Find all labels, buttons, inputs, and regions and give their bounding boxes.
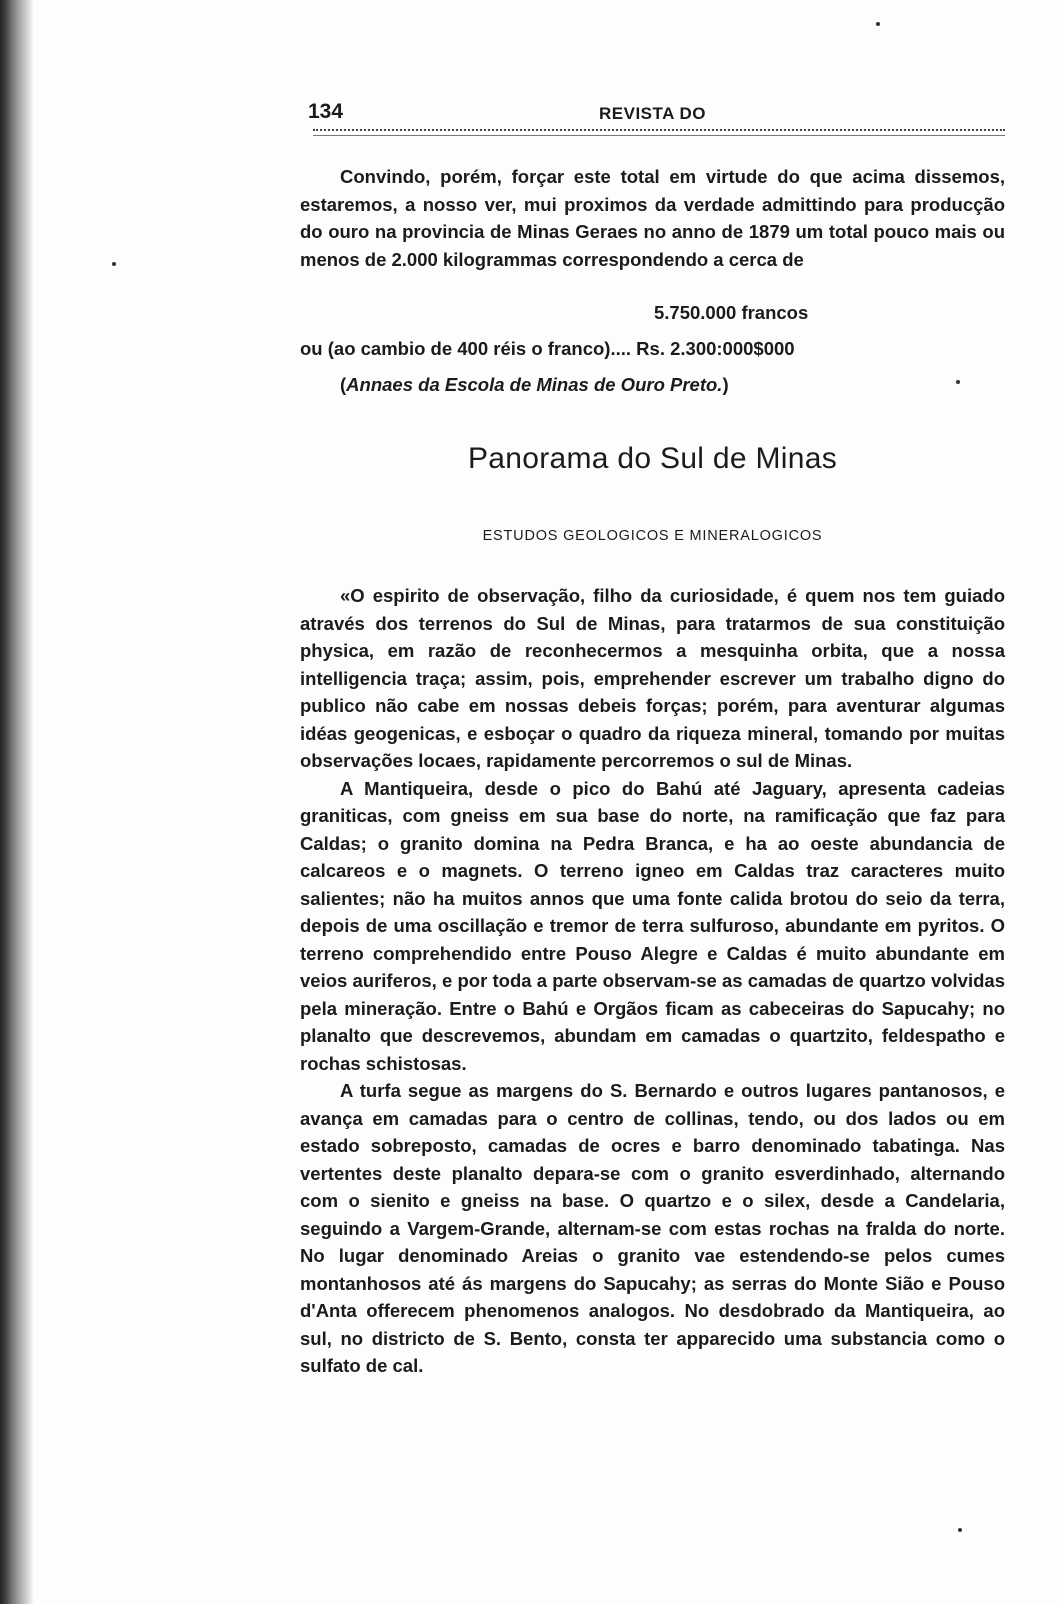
body-paragraph: A Mantiqueira, desde o pico do Bahú até Jaguary, apresenta cadeias graniticas, com gneiss em sua base do norte, na ramificação que faz para Caldas; o granito domina na Pedra Branca, e ha ao oeste abundancia de calcareos e o magnets. O terreno igneo em Caldas traz caracteres muito salientes; não ha muitos annos que uma fonte calida brotou do seio da terra, depois de uma oscillação e tremor de terra sulfuroso, abundante em pyritos. O terreno comprehendido entre Pouso Alegre e Caldas é muito abundante em veios auriferos, e por toda a parte observam-se as camadas de quartzo volvidas pela mineração. Entre o Bahú e Orgãos ficam as cabeceiras do Sapucahy; no planalto que descrevemos, abundam em camadas o quartzito, feldespatho e rochas schistosas. (300, 777, 1005, 1074)
section-title: Panorama do Sul de Minas (467, 442, 838, 475)
header-rule (313, 129, 1005, 136)
citation-open: ( (340, 374, 347, 395)
page-number: 134 (308, 100, 344, 123)
citation-title: Annaes da Escola de Minas de Ouro Preto. (346, 374, 723, 395)
body-paragraph: «O espirito de observação, filho da curiosidade, é quem nos tem guiado através dos terrenos do Sul de Minas, para tratarmos de sua constituição physica, em razão de reconhecermos a mesquinha orbita, que a nossa intelligencia traça; assim, pois, emprehender escrever um trabalho digno do publico não cabe em nossas debeis forças; porém, para aventurar algumas idéas geogenicas, e esboçar o quadro da riqueza mineral, tomando por muitas observações locaes, rapidamente percorremos o sul de Minas. (300, 585, 1005, 771)
ink-speck (112, 262, 116, 266)
book-spine-shadow (0, 0, 34, 1604)
amount-reis: ou (ao cambio de 400 réis o franco).... Rs. 2.300:000$000 (300, 338, 795, 359)
article-body (300, 582, 1005, 1380)
ink-speck (876, 22, 880, 26)
intro-paragraph: Convindo, porém, forçar este total em virtude do que acima dissemos, estaremos, a nosso ver, mui proximos da verdade admittindo para producção do ouro na provincia de Minas Geraes no anno de 1879 um total pouco mais ou menos de 2.000 kilogrammas correspondendo a cerca de (300, 166, 1005, 270)
amount-francs: 5.750.000 francos (654, 302, 809, 323)
citation (340, 374, 729, 396)
page-header (300, 100, 1005, 130)
running-title: REVISTA DO (598, 104, 706, 123)
intro-paragraph-block (300, 163, 1005, 273)
ink-speck (958, 1528, 962, 1532)
section-subtitle: ESTUDOS GEOLOGICOS E MINERALOGICOS (482, 528, 823, 544)
body-paragraph: A turfa segue as margens do S. Bernardo e outros lugares pantanosos, e avança em camadas para o centro de collinas, tendo, ou dos lados ou em estado sobreposto, camadas de ocres e barro denominado tabatinga. Nas vertentes deste planalto depara-se com o granito esverdinhado, alternando com o sienito e gneiss na base. O quartzo e o silex, desde a Candelaria, seguindo a Vargem-Grande, alternam-se com estas rochas na fralda do norte. No lugar denominado Areias o granito vae estendendo-se pelos cumes montanhosos até ás margens do Sapucahy; as serras do Monte Sião e Pouso d'Anta offerecem phenomenos analogos. No desdobrado da Mantiqueira, ao sul, no districto de S. Bento, consta ter apparecido uma substancia como o sulfato de cal. (300, 1080, 1005, 1376)
ink-speck (956, 380, 960, 384)
citation-close: ) (722, 374, 729, 395)
